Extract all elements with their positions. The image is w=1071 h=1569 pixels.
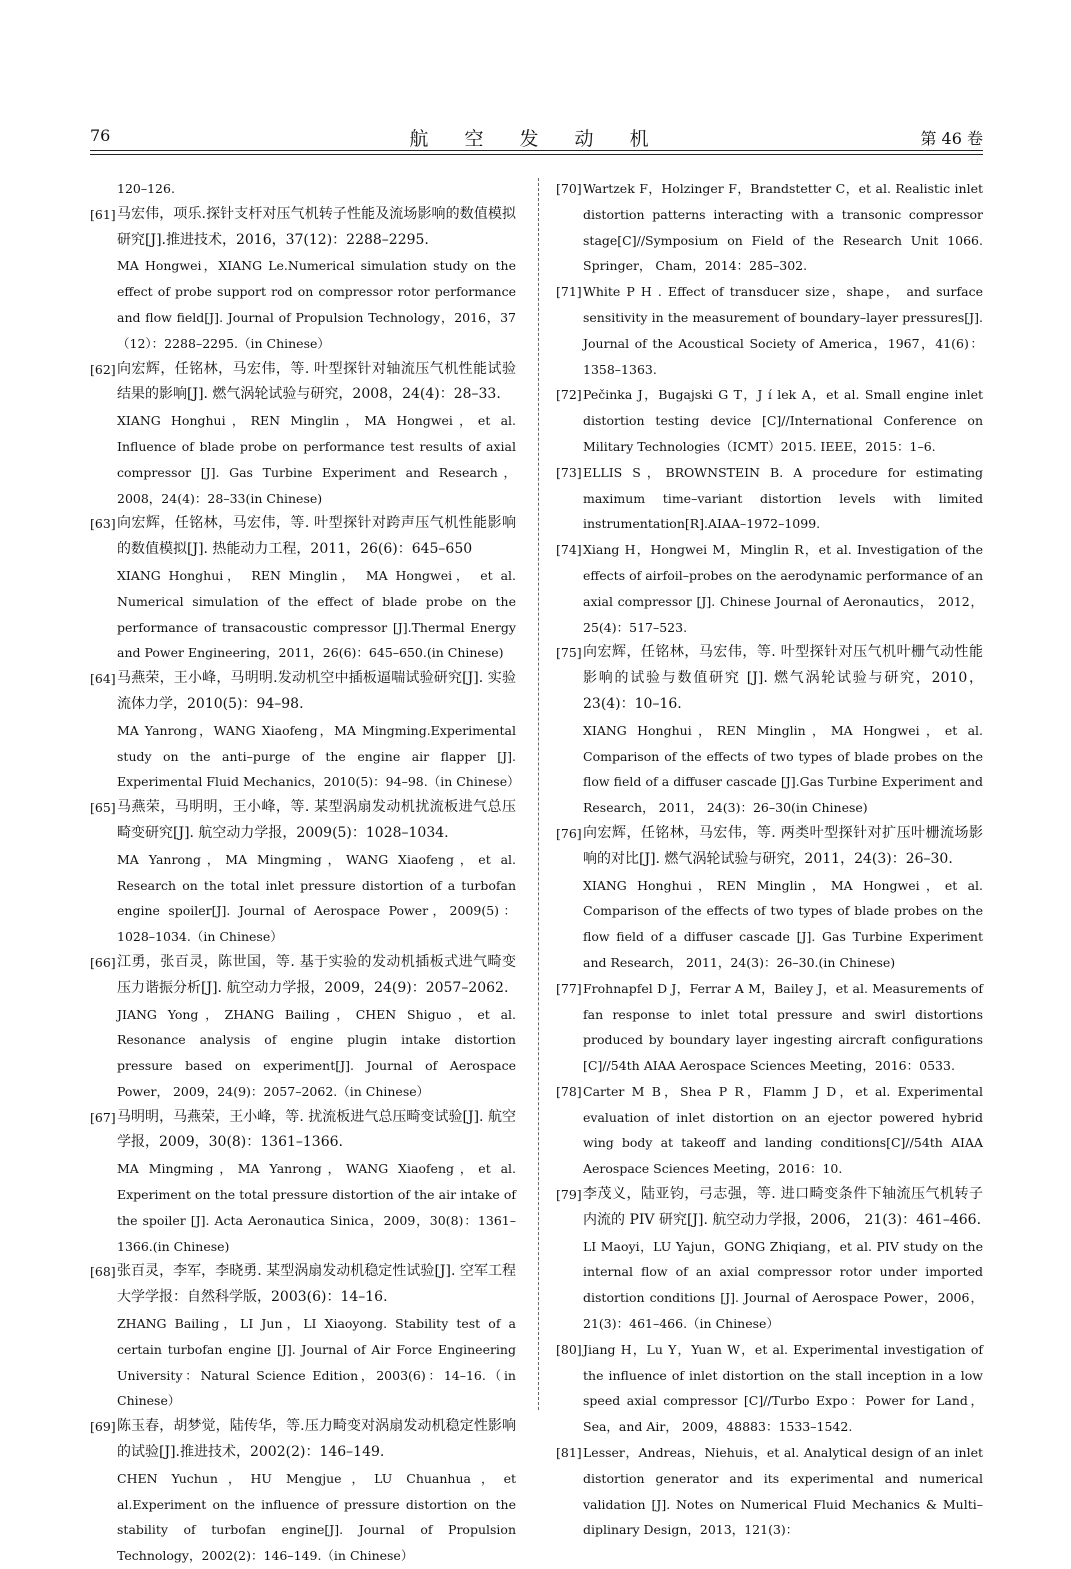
reference-number: [71] [556,284,582,300]
reference-chinese: 向宏辉，任铭林，马宏伟，等. 叶型探针对压气机叶栅气动性能影响的试验与数值研究 [J]. 燃气涡轮试验与研究，2010，23(4)：10–16. [583,644,983,712]
reference-entry [90,1105,516,1260]
reference-english: 120–126. [117,181,175,196]
reference-chinese: 马明明，马燕荣，王小峰，等. 扰流板进气总压畸变试验[J]. 航空学报，2009，30(8)：1361–1366. [117,1108,516,1151]
reference-number: [63] [90,516,116,532]
right-column [556,176,983,1543]
reference-number: [62] [90,361,116,377]
reference-english: MA Hongwei，XIANG Le.Numerical simulation study on the effect of probe support rod on compressor rotor performance and flow field[J]. Journal of Propulsion Technology，2016，37（12）：2288–2295.（in Chinese） [117,258,516,351]
reference-chinese: 马宏伟，项乐.探针支杆对压气机转子性能及流场影响的数值模拟研究[J].推进技术，2016，37(12)：2288–2295. [117,205,516,248]
reference-english: Xiang H，Hongwei M，Minglin R，et al. Investigation of the effects of airfoil–probes on the aerodynamic performance of an axial compressor [J]. Chinese Journal of Aeronautics， 2012，25(4)：517–523. [583,542,983,635]
header-rule-top [90,150,983,151]
reference-english: MA Mingming，MA Yanrong，WANG Xiaofeng，et al. Experiment on the total pressure distortion of the air intake of the spoiler [J]. Acta Aeronautica Sinica，2009，30(8)：1361–1366.(in Chinese) [117,1161,516,1254]
reference-entry [556,176,983,279]
reference-english: JIANG Yong，ZHANG Bailing，CHEN Shiguo，et al. Resonance analysis of engine plugin intake distortion pressure based on experiment[J]. Journal of Aerospace Power， 2009，24(9)：2057–2062.（in Chinese） [117,1006,516,1099]
reference-entry [90,1414,516,1569]
reference-chinese: 马燕荣，马明明，王小峰，等. 某型涡扇发动机扰流板进气总压畸变研究[J]. 航空动力学报，2009(5)：1028–1034. [117,799,516,841]
reference-number: [64] [90,671,116,687]
reference-chinese: 向宏辉，任铭林，马宏伟，等. 叶型探针对跨声压气机性能影响的数值模拟[J]. 热能动力工程，2011，26(6)：645–650 [117,515,516,558]
reference-number: [69] [90,1419,116,1435]
reference-number: [79] [556,1187,582,1203]
header-rule-bottom [90,154,983,155]
reference-english: MA Yanrong，MA Mingming，WANG Xiaofeng，et al. Research on the total inlet pressure distortion of a turbofan engine spoiler[J]. Journal of Aerospace Power，2009(5)：1028–1034.（in Chinese） [117,851,516,945]
reference-english: XIANG Honghui，REN Minglin，MA Hongwei，et al. Influence of blade probe on performance test results of axial compressor [J]. Gas Turbine Experiment and Research，2008，24(4)：28–33(in Chinese) [117,413,516,506]
reference-english: XIANG Honghui， REN Minglin， MA Hongwei， et al. Numerical simulation of the effect of blade probe on the performance of transacoustic compressor [J].Thermal Energy and Power Engineering，2011，26(6)：645–650.(in Chinese) [117,567,516,661]
reference-english: Frohnapfel D J，Ferrar A M，Bailey J，et al. Measurements of fan response to inlet total pressure and swirl distortions produced by boundary layer ingesting aircraft configurations [C]//54th AIAA Aerospace Sciences Meeting，2016：0533. [583,980,983,1074]
reference-number: [66] [90,954,116,970]
reference-entry [90,176,516,202]
reference-entry [90,511,516,666]
reference-number: [70] [556,181,582,196]
reference-number: [74] [556,542,582,558]
journal-title: 航 空 发 动 机 [409,128,664,150]
reference-english: MA Yanrong，WANG Xiaofeng，MA Mingming.Experimental study on the anti–purge of the engine air flapper [J]. Experimental Fluid Mechanics，2010(5)：94–98.（in Chinese） [117,722,520,790]
reference-english: Lesser，Andreas，Niehuis，et al. Analytical design of an inlet distortion generator and its experimental and numerical validation [J]. Notes on Numerical Fluid Mechanics & Multi–diplinary Design，2013，121(3)： [583,1445,983,1538]
reference-chinese: 张百灵，李军，李晓勇. 某型涡扇发动机稳定性试验[J]. 空军工程大学学报：自然科学版，2003(6)：14–16. [117,1263,516,1306]
reference-chinese: 江勇，张百灵，陈世国，等. 基于实验的发动机插板式进气畸变压力谐振分析[J]. 航空动力学报，2009，24(9)：2057–2062. [117,953,516,996]
reference-entry [90,202,516,357]
page-header [90,126,983,148]
reference-number: [78] [556,1083,582,1099]
reference-number: [77] [556,980,582,996]
left-column [90,176,520,1569]
reference-entry [90,357,516,512]
reference-english: CHEN Yuchun，HU Mengjue，LU Chuanhua，et al.Experiment on the influence of pressure distortion on the stability of turbofan engine[J]. Journal of Propulsion Technology，2002(2)：146–149.（in Chinese） [117,1470,516,1564]
reference-english: XIANG Honghui，REN Minglin，MA Hongwei，et al. Comparison of the effects of two types of blade probes on the flow field of a diffuser cascade [J]. Gas Turbine Experiment and Research， 2011，24(3)：26–30.(in Chinese) [583,877,983,970]
reference-chinese: 马燕荣，王小峰，马明明.发动机空中插板逼喘试验研究[J]. 实验流体力学，2010(5)：94–98. [117,670,516,712]
reference-number: [73] [556,464,582,480]
reference-entry [556,537,983,640]
reference-english: Pečinka J，Bugajski G T，J í lek A，et al. Small engine inlet distortion testing device [C]//International Conference on Military Technologies（ICMT）2015. IEEE，2015：1–6. [583,387,983,454]
page-number: 76 [90,126,111,145]
reference-number: [67] [90,1109,116,1125]
reference-entry [90,950,516,1105]
reference-entry [556,1440,983,1543]
reference-entry [556,1337,983,1440]
reference-english: LI Maoyi，LU Yajun，GONG Zhiqiang，et al. PIV study on the internal flow of an axial compressor rotor under imported distortion conditions [J]. Journal of Aerospace Power，2006，21(3)：461–466.（in Chinese） [583,1238,983,1332]
reference-english: Wartzek F，Holzinger F，Brandstetter C，et al. Realistic inlet distortion patterns interacting with a transonic compressor stage[C]//Symposium on Field of the Research Unit 1066. Springer， Cham，2014：285–302. [583,181,983,274]
reference-entry [90,666,520,795]
reference-english: Carter M B，Shea P R，Flamm J D，et al. Experimental evaluation of inlet distortion on an ejector powered hybrid wing body at takeoff and landing conditions[C]//54th AIAA Aerospace Sciences Meeting，2016：10. [583,1083,983,1177]
reference-entry [556,460,983,537]
reference-number: [65] [90,800,116,816]
reference-number: [75] [556,645,582,661]
volume-label: 第 46 卷 [920,129,983,148]
reference-entry [556,1182,983,1337]
reference-number: [76] [556,825,582,841]
reference-english: XIANG Honghui，REN Minglin，MA Hongwei，et al. Comparison of the effects of two types of blade probes on the flow field of a diffuser cascade [J].Gas Turbine Experiment and Research， 2011， 24(3)：26–30(in Chinese) [583,722,983,816]
reference-english: Jiang H，Lu Y，Yuan W，et al. Experimental investigation of the influence of inlet distortion on the stall inception in a low speed axial compressor [C]//Turbo Expo：Power for Land，Sea，and Air， 2009，48883：1533–1542. [583,1341,983,1435]
reference-number: [80] [556,1341,582,1357]
reference-chinese: 向宏辉，任铭林，马宏伟，等. 叶型探针对轴流压气机性能试验结果的影响[J]. 燃气涡轮试验与研究，2008，24(4)：28–33. [117,360,516,403]
reference-english: ELLIS S，BROWNSTEIN B. A procedure for estimating maximum time–variant distortion levels with limited instrumentation[R].AIAA–1972–1099. [583,464,983,532]
reference-english: ZHANG Bailing，LI Jun，LI Xiaoyong. Stability test of a certain turbofan engine [J]. Journal of Air Force Engineering University：Natural Science Edition，2003(6)：14–16.（in Chinese） [117,1316,516,1409]
reference-chinese: 向宏辉，任铭林，马宏伟，等. 两类叶型探针对扩压叶栅流场影响的对比[J]. 燃气涡轮试验与研究，2011，24(3)：26–30. [583,824,983,867]
reference-entry [556,1079,983,1182]
reference-entry [556,976,983,1079]
reference-chinese: 李茂义，陆亚钧，弓志强，等. 进口畸变条件下轴流压气机转子内流的 PIV 研究[J]. 航空动力学报，2006， 21(3)：461–466. [583,1186,983,1228]
reference-number: [61] [90,206,116,222]
reference-number: [72] [556,387,582,403]
reference-number: [68] [90,1264,116,1280]
reference-entry [556,821,983,976]
reference-english: White P H . Effect of transducer size，shape， and surface sensitivity in the measurement of boundary–layer pressures[J]. Journal of the Acoustical Society of America，1967，41(6)：1358–1363. [583,284,983,377]
reference-entry [90,795,516,950]
reference-entry [556,382,983,459]
reference-entry [556,640,983,821]
reference-chinese: 陈玉春，胡梦觉，陆传华，等.压力畸变对涡扇发动机稳定性影响的试验[J].推进技术，2002(2)：146–149. [117,1418,516,1461]
reference-number: [81] [556,1445,582,1461]
column-divider [538,178,539,1410]
reference-entry [90,1259,516,1414]
reference-entry [556,279,983,382]
